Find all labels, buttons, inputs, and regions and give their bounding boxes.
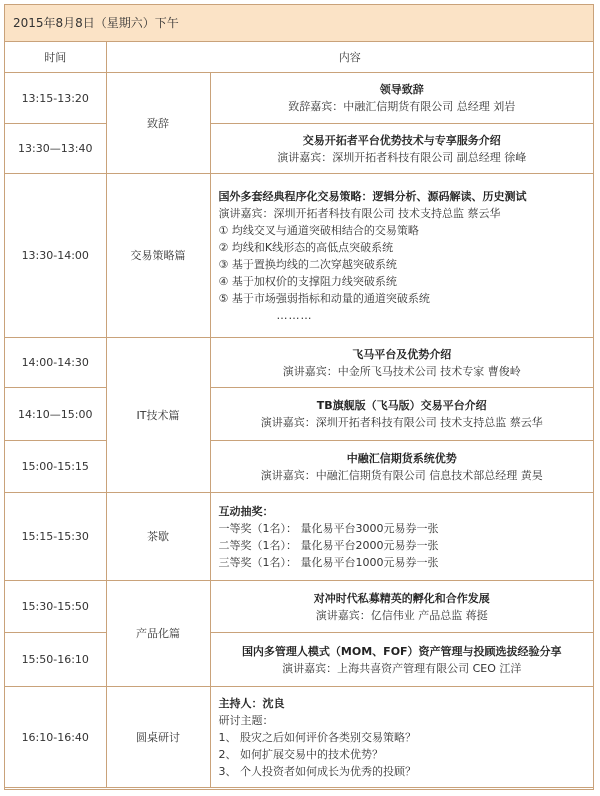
session-title: TB旗舰版（飞马版）交易平台介绍	[316, 399, 487, 412]
session-title: 中融汇信期货系统优势	[346, 451, 457, 465]
section-chanpin: 产品化篇	[106, 581, 210, 687]
time-cell: 15:30-15:50	[5, 581, 106, 633]
section-it: IT技术篇	[106, 338, 210, 493]
time-cell: 13:15-13:20	[5, 73, 106, 124]
session-title: 国内多管理人模式（MOM、FOF）资产管理与投顾选拔经验分享	[241, 644, 562, 658]
table-row	[5, 338, 593, 388]
session-title: 领导致辞	[379, 83, 424, 96]
session-cell	[210, 124, 593, 174]
session-speaker: 演讲嘉宾：中金所飞马技术公司 技术专家 曹俊岭	[282, 364, 521, 378]
session-cell	[210, 441, 593, 493]
session-cell	[210, 388, 593, 441]
agenda-frame	[4, 4, 594, 790]
time-cell: 15:50-16:10	[5, 633, 106, 687]
table-row	[5, 687, 593, 788]
strategy-item: ⑤ 基于市场强弱指标和动量的通道突破系统	[218, 291, 430, 305]
time-header: 时间	[5, 42, 106, 73]
topic-item: 2、 如何扩展交易中的技术优势？	[218, 747, 383, 761]
strategy-item: ④ 基于加权价的支撑阻力线突破系统	[218, 274, 397, 288]
agenda-table	[5, 42, 593, 788]
header-row	[5, 42, 593, 73]
time-cell: 15:00-15:15	[5, 441, 106, 493]
section-chaxie: 茶歇	[106, 493, 210, 581]
table-row	[5, 388, 593, 441]
session-speaker: 演讲嘉宾：深圳开拓者科技有限公司 技术支持总监 蔡云华	[260, 416, 543, 429]
table-row	[5, 581, 593, 633]
topic-item: 1、 股灾之后如何评价各类别交易策略？	[218, 730, 416, 744]
prize-item: 二等奖（1名）： 量化易平台2000元易券一张	[218, 538, 439, 552]
session-cell	[210, 338, 593, 388]
strategy-item: ② 均线和K线形态的高低点突破系统	[218, 240, 394, 254]
session-title: 对冲时代私募精英的孵化和合作发展	[313, 591, 490, 605]
time-cell: 14:10—15:00	[5, 388, 106, 441]
session-title: 互动抽奖：	[218, 504, 274, 518]
session-speaker: 演讲嘉宾：深圳开拓者科技有限公司 副总经理 徐峰	[277, 150, 527, 164]
section-celue: 交易策略篇	[106, 174, 210, 338]
session-speaker: 致辞嘉宾：中融汇信期货有限公司 总经理 刘岩	[288, 100, 516, 113]
table-row	[5, 174, 593, 338]
table-row	[5, 124, 593, 174]
session-cell	[210, 73, 593, 124]
table-row	[5, 493, 593, 581]
prize-item: 三等奖（1名）： 量化易平台1000元易券一张	[218, 555, 439, 569]
table-row	[5, 633, 593, 687]
table-row	[5, 441, 593, 493]
more-ellipsis: ………	[276, 308, 313, 322]
time-cell: 13:30—13:40	[5, 124, 106, 174]
time-cell: 15:15-15:30	[5, 493, 106, 581]
session-cell	[210, 174, 593, 338]
time-cell: 13:30-14:00	[5, 174, 106, 338]
session-speaker: 演讲嘉宾：上海共喜资产管理有限公司 CEO 江洋	[282, 661, 522, 675]
session-cell	[210, 687, 593, 788]
session-cell	[210, 633, 593, 687]
prize-item: 一等奖（1名）： 量化易平台3000元易券一张	[218, 521, 439, 535]
session-title: 国外多套经典程序化交易策略：逻辑分析、源码解读、历史测试	[218, 189, 527, 203]
session-title: 主持人：沈良	[218, 696, 285, 710]
topic-item: 3、 个人投资者如何成长为优秀的投顾？	[218, 764, 416, 778]
session-cell	[210, 493, 593, 581]
table-row	[5, 73, 593, 124]
session-title: 飞马平台及优势介绍	[352, 347, 452, 361]
time-cell: 14:00-14:30	[5, 338, 106, 388]
session-speaker: 研讨主题：	[218, 713, 274, 727]
strategy-item: ① 均线交叉与通道突破相结合的交易策略	[218, 223, 419, 237]
section-yuanzhuo: 圆桌研讨	[106, 687, 210, 788]
content-header: 内容	[106, 42, 593, 73]
session-cell	[210, 581, 593, 633]
session-title: 交易开拓者平台优势技术与专享服务介绍	[302, 133, 501, 147]
session-speaker: 演讲嘉宾：深圳开拓者科技有限公司 技术支持总监 蔡云华	[218, 206, 501, 220]
session-speaker: 演讲嘉宾：亿信伟业 产品总监 蒋挺	[315, 608, 488, 622]
session-speaker: 演讲嘉宾：中融汇信期货有限公司 信息技术部总经理 黄昊	[260, 468, 543, 482]
section-zhici: 致辞	[106, 73, 210, 174]
time-cell: 16:10-16:40	[5, 687, 106, 788]
strategy-item: ③ 基于置换均线的二次穿越突破系统	[218, 257, 397, 271]
date-banner: 2015年8月8日（星期六）下午	[5, 5, 593, 42]
